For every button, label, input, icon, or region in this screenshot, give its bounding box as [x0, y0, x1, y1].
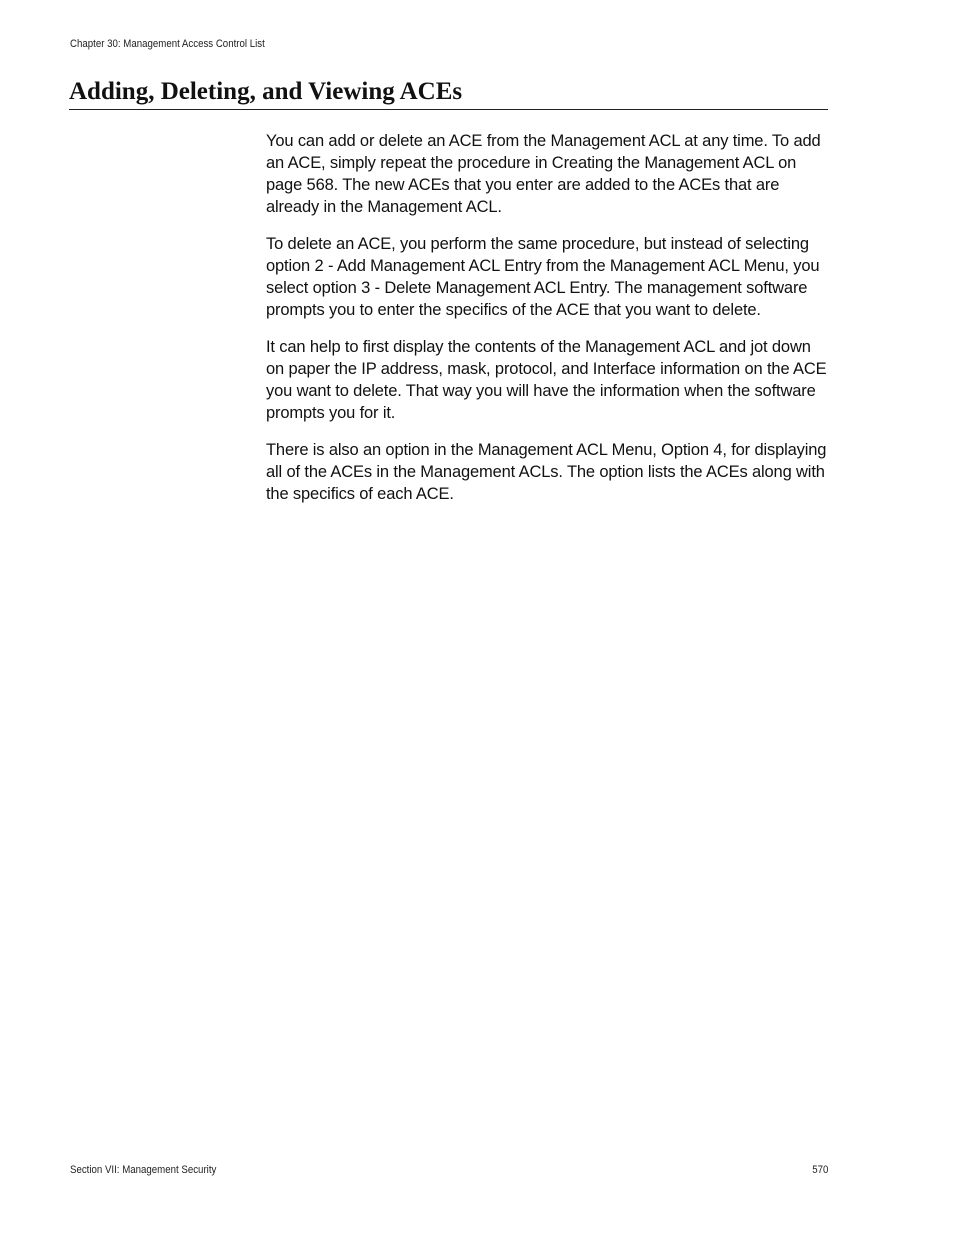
footer-section-name: Section VII: Management Security	[70, 1164, 217, 1176]
paragraph: You can add or delete an ACE from the Management ACL at any time. To add an ACE, simply repeat the procedure in Creating the Management ACL on page 568. The new ACEs that you enter are added to the ACEs that are already in the Management ACL.	[266, 132, 821, 216]
paragraph: There is also an option in the Management ACL Menu, Option 4, for displaying all of the ACEs in the Management ACLs. The option lists the ACEs along with the specifics of each ACE.	[266, 441, 827, 503]
running-header: Chapter 30: Management Access Control List	[70, 38, 265, 50]
body-text	[266, 130, 832, 520]
heading-rule	[69, 109, 828, 110]
footer-page-number: 570	[811, 1164, 828, 1176]
paragraph: To delete an ACE, you perform the same procedure, but instead of selecting option 2 - Add Management ACL Entry from the Management ACL Menu, you select option 3 - Delete Management ACL Entry. The management software prompts you to enter the specifics of the ACE that you want to delete.	[266, 235, 820, 319]
section-heading: Adding, Deleting, and Viewing ACEs	[69, 78, 463, 105]
paragraph: It can help to first display the contents of the Management ACL and jot down on paper the IP address, mask, protocol, and Interface information on the ACE you want to delete. That way you will have the information when the software prompts you for it.	[266, 338, 827, 422]
